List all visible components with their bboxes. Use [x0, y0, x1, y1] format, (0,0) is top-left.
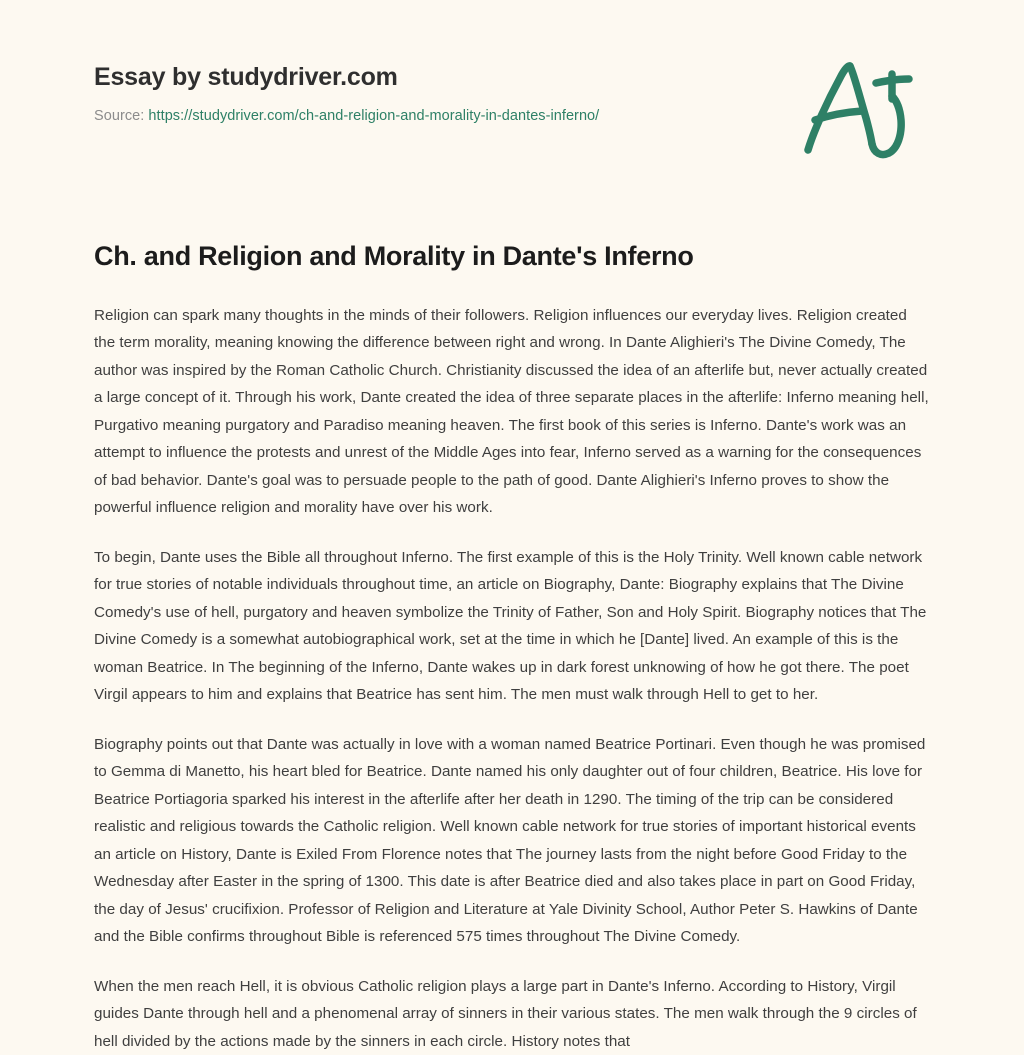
a-plus-logo — [788, 52, 920, 164]
source-label: Source: — [94, 108, 145, 124]
paragraph-4: When the men reach Hell, it is obvious Catholic religion plays a large part in Dante's Inferno. According to History, Virgil guides Dante through hell and a phenomenal array of sinners in their various states. The men walk through the 9 circles of hell divided by the actions made by the sinners in each circle. History notes that — [94, 977, 917, 1050]
paragraph-1: Religion can spark many thoughts in the minds of their followers. Religion influences our everyday lives. Religion created the term morality, meaning knowing the difference between right and wrong. In Dante Alighieri's The Divine Comedy, The author was inspired by the Roman Catholic Church. Christianity discussed the idea of an afterlife but, never actually created a large concept of it. Through his work, Dante created the idea of three separate places in the afterlife: Inferno meaning hell, Purgativo meaning purgatory and Paradiso meaning heaven. The first book of this series is Inferno. Dante's work was an attempt to influence the protests and unrest of the Middle Ages into fear, Inferno served as a warning for the consequences of bad behavior. Dante's goal was to persuade people to the path of good. Dante Alighieri's Inferno proves to show the powerful influence religion and morality have over his work. — [94, 306, 929, 517]
essay-byline: Essay by studydriver.com — [94, 63, 398, 91]
page-title: Ch. and Religion and Morality in Dante's Inferno — [94, 241, 694, 271]
paragraph-2: To begin, Dante uses the Bible all throughout Inferno. The first example of this is the Holy Trinity. Well known cable network for true stories of notable individuals throughout time, an article on Biography, Dante: Biography explains that The Divine Comedy's use of hell, purgatory and heaven symbolize the Trinity of Father, Son and Holy Spirit. Biography notices that The Divine Comedy is a somewhat autobiographical work, set at the time in which he [Dante] lived. An example of this is the woman Beatrice. In The beginning of the Inferno, Dante wakes up in dark forest unknowing of how he got there. The poet Virgil appears to him and explains that Beatrice has sent him. The men must walk through Hell to get to her. — [94, 548, 927, 704]
a-plus-logo-icon — [788, 52, 920, 164]
page-header — [94, 0, 930, 152]
essay-body — [94, 302, 930, 1055]
paragraph-3: Biography points out that Dante was actually in love with a woman named Beatrice Portinari. Even though he was promised to Gemma di Manetto, his heart bled for Beatrice. Dante named his only daughter out of four children, Beatrice. His love for Beatrice Portiagoria sparked his interest in the afterlife after her death in 1290. The timing of the trip can be considered realistic and religious towards the Catholic religion. Well known cable network for true stories of important historical events an article on History, Dante is Exiled From Florence notes that The journey lasts from the night before Good Friday to the Wednesday after Easter in the spring of 1300. This date is after Beatrice died and also takes place in part on Good Friday, the day of Jesus' crucifixion. Professor of Religion and Literature at Yale Divinity School, Author Peter S. Hawkins of Dante and the Bible confirms throughout Bible is referenced 575 times throughout The Divine Comedy. — [94, 735, 926, 946]
source-url-link[interactable]: https://studydriver.com/ch-and-religion-and-morality-in-dantes-inferno/ — [148, 108, 600, 124]
